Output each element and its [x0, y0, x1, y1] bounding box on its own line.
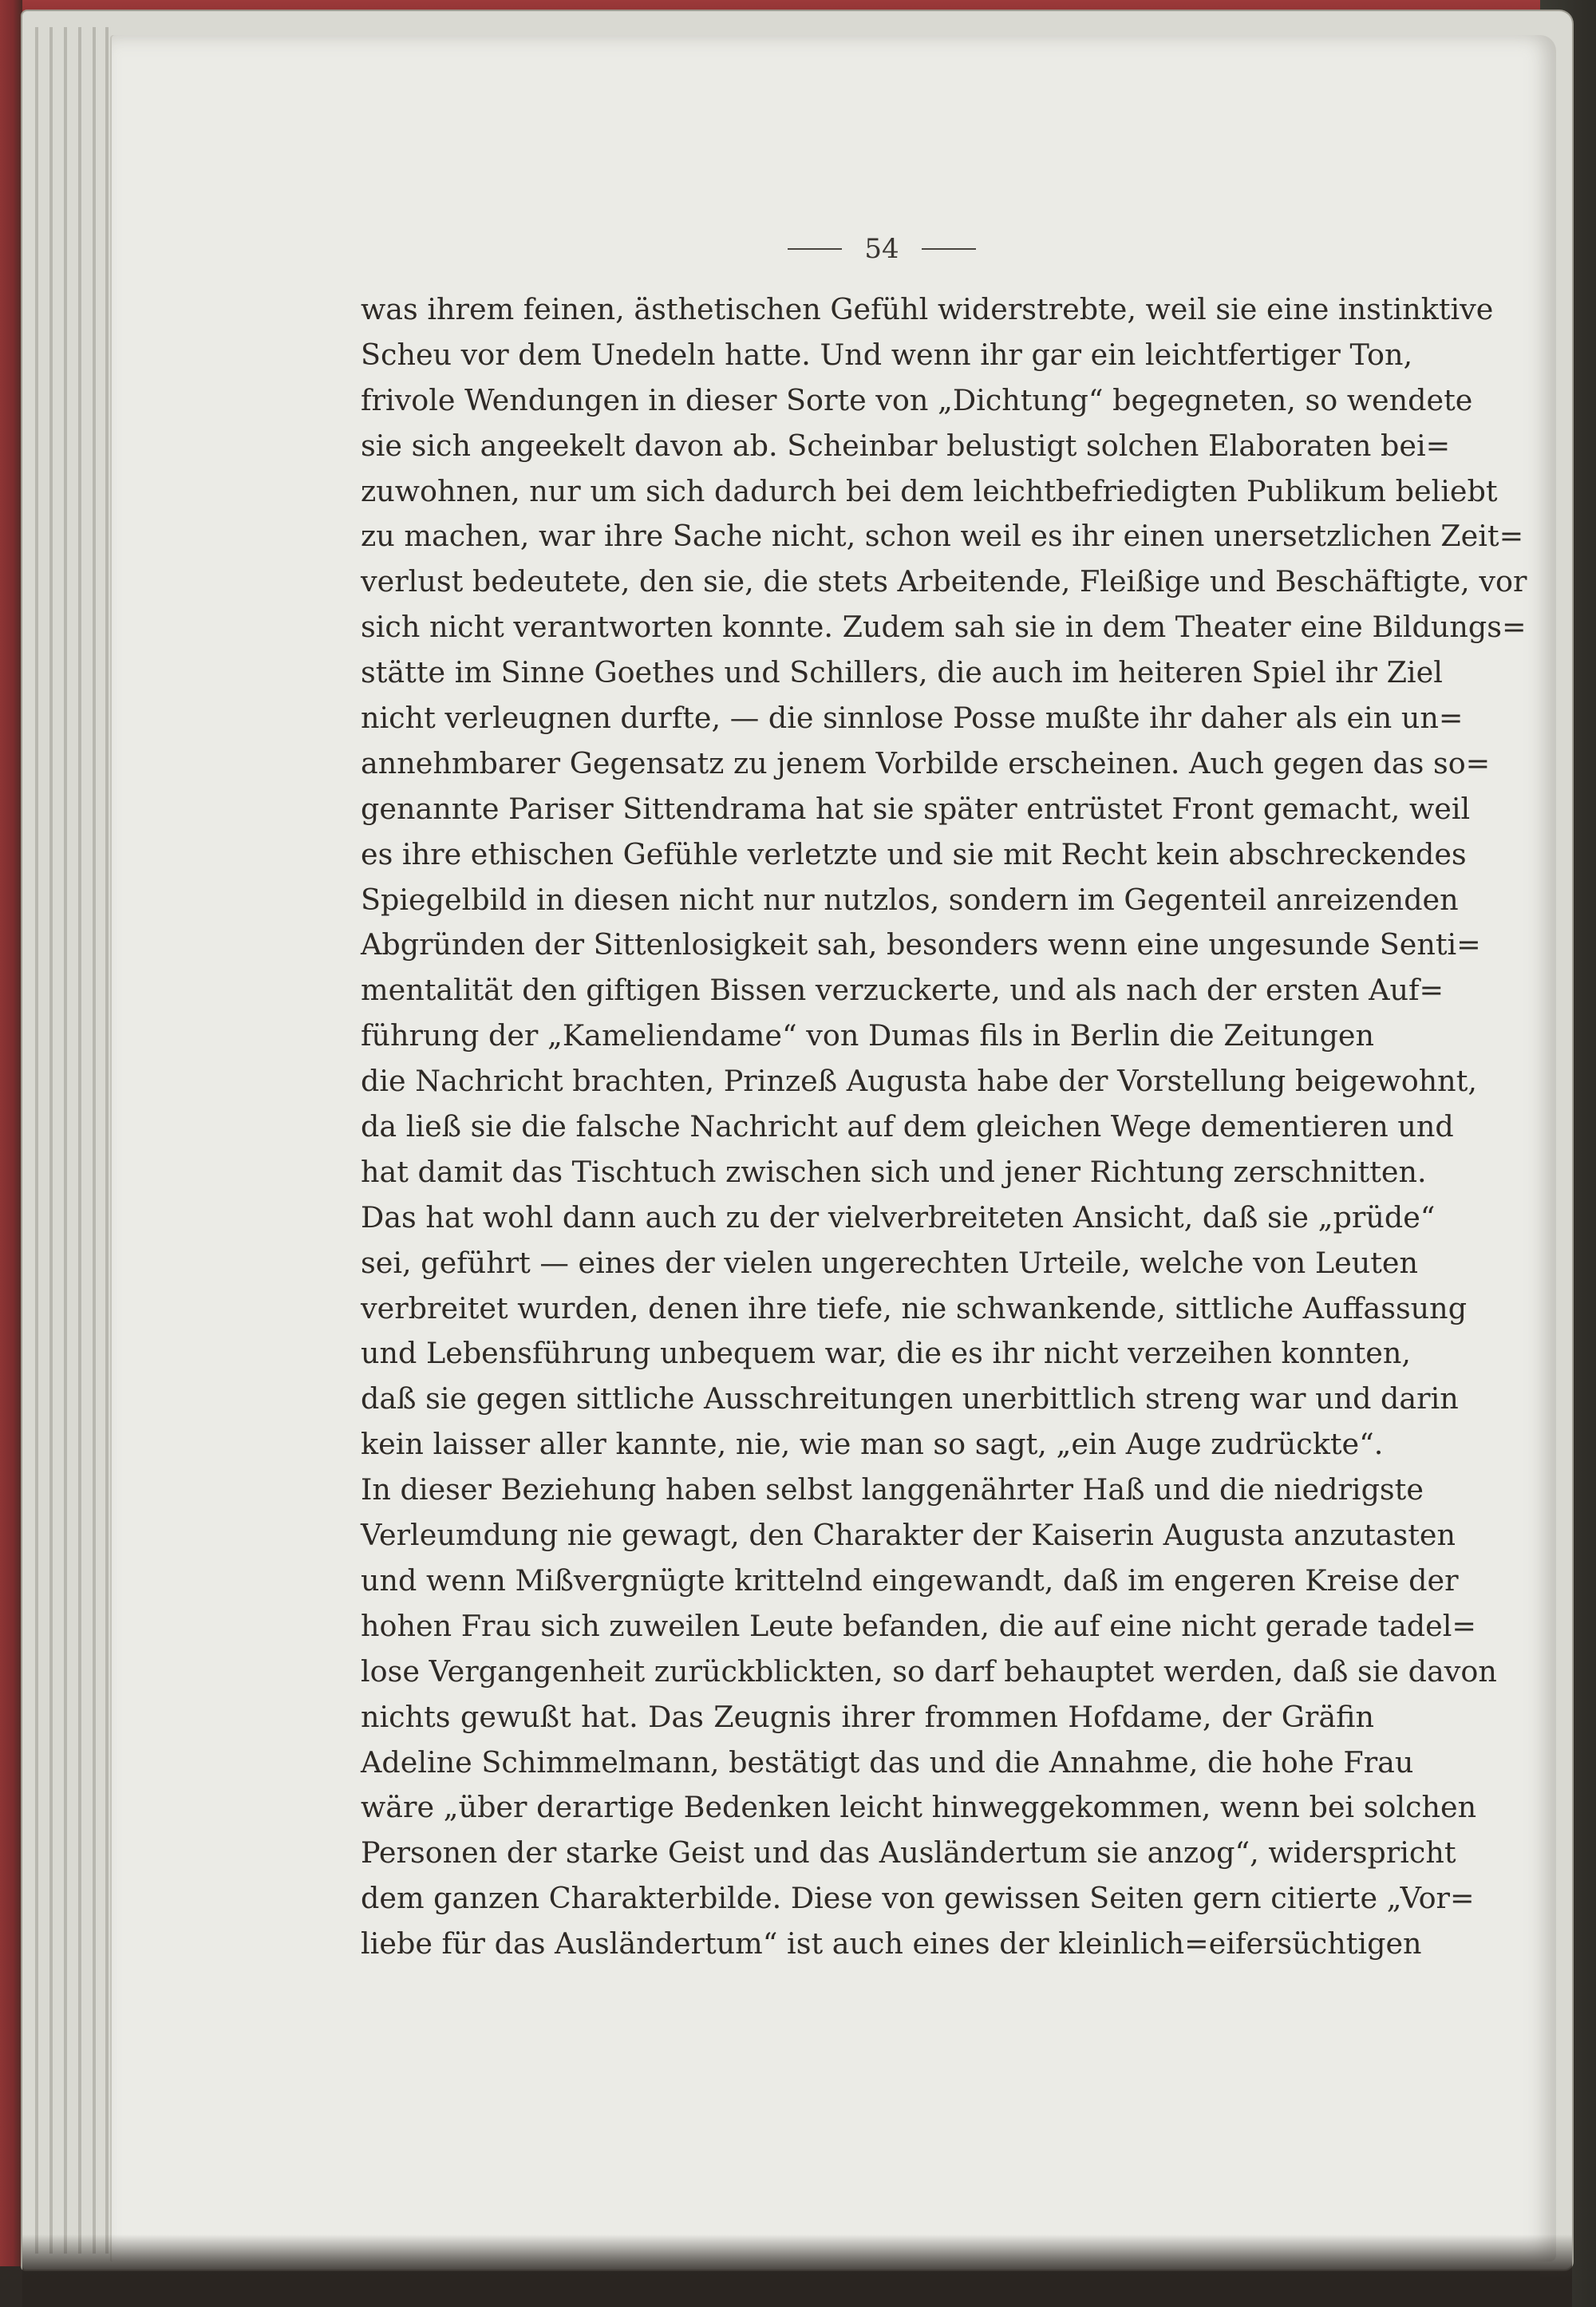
header-rule-right [922, 248, 976, 250]
text-line: sich nicht verantworten konnte. Zudem sah sie in dem Theater eine Bildungs= [361, 610, 1527, 645]
text-line: genannte Pariser Sittendrama hat sie später entrüstet Front gemacht, weil [361, 791, 1471, 826]
text-line: und Lebensführung unbequem war, die es ihr nicht verzeihen konnten, [361, 1336, 1411, 1371]
text-line: verbreitet wurden, denen ihre tiefe, nie schwankende, sittliche Auffassung [361, 1290, 1468, 1325]
text-line: die Nachricht brachten, Prinzeß Augusta habe der Vorstellung beigewohnt, [361, 1064, 1477, 1099]
text-line: nicht verleugnen durfte, — die sinnlose Posse mußte ihr daher als ein un= [361, 701, 1464, 736]
text-line: frivole Wendungen in dieser Sorte von „Dichtung“ begegneten, so wendete [361, 382, 1473, 417]
text-line: annehmbarer Gegensatz zu jenem Vorbilde erscheinen. Auch gegen das so= [361, 745, 1491, 780]
text-line: liebe für das Ausländertum“ ist auch eines der kleinlich=eifersüchtigen [361, 1926, 1422, 1961]
page-edge [105, 27, 109, 2254]
body-text [361, 287, 1527, 1967]
text-line: Scheu vor dem Unedeln hatte. Und wenn ihr gar ein leichtfertiger Ton, [361, 337, 1413, 372]
text-line: daß sie gegen sittliche Ausschreitungen unerbittlich streng war und darin [361, 1381, 1459, 1416]
page-edge [49, 27, 53, 2254]
text-line: stätte im Sinne Goethes und Schillers, die auch im heiteren Spiel ihr Ziel [361, 655, 1443, 690]
text-line: zuwohnen, nur um sich dadurch bei dem leichtbefriedigten Publikum beliebt [361, 473, 1498, 508]
text-line: Spiegelbild in diesen nicht nur nutzlos, sondern im Gegenteil anreizenden [361, 882, 1459, 917]
text-line: zu machen, war ihre Sache nicht, schon weil es ihr einen unersetzlichen Zeit= [361, 519, 1524, 554]
page-edge [35, 27, 38, 2254]
text-line: wäre „über derartige Bedenken leicht hinweggekommen, wenn bei solchen [361, 1790, 1477, 1825]
page-header [782, 233, 982, 265]
text-line: Das hat wohl dann auch zu der vielverbreiteten Ansicht, daß sie „prüde“ [361, 1199, 1436, 1234]
text-line: Verleumdung nie gewagt, den Charakter der Kaiserin Augusta anzutasten [361, 1518, 1456, 1553]
book-cover-left [0, 0, 22, 2266]
page-edge [64, 27, 67, 2254]
text-line: lose Vergangenheit zurückblickten, so darf behauptet werden, daß sie davon [361, 1653, 1497, 1689]
text-line: Adeline Schimmelmann, bestätigt das und die Annahme, die hohe Frau [361, 1744, 1414, 1780]
text-line: was ihrem feinen, ästhetischen Gefühl widerstrebte, weil sie eine instinktive [361, 292, 1494, 326]
text-line: Abgründen der Sittenlosigkeit sah, besonders wenn eine ungesunde Senti= [361, 927, 1481, 962]
text-line: sie sich angeekelt davon ab. Scheinbar belustigt solchen Elaboraten bei= [361, 428, 1451, 463]
text-line: verlust bedeutete, den sie, die stets Arbeitende, Fleißige und Beschäftigte, vor [361, 564, 1527, 599]
page-number: 54 [864, 233, 899, 265]
text-line: da ließ sie die falsche Nachricht auf dem gleichen Wege dementieren und [361, 1109, 1454, 1144]
text-line: dem ganzen Charakterbilde. Diese von gewissen Seiten gern citierte „Vor= [361, 1881, 1475, 1916]
text-line: und wenn Mißvergnügte krittelnd eingewandt, daß im engeren Kreise der [361, 1562, 1459, 1598]
text-line: es ihre ethischen Gefühle verletzte und sie mit Recht kein abschreckendes [361, 836, 1467, 871]
text-line: nichts gewußt hat. Das Zeugnis ihrer frommen Hofdame, der Gräfin [361, 1699, 1374, 1734]
text-line: sei, geführt — eines der vielen ungerechten Urteile, welche von Leuten [361, 1245, 1419, 1280]
text-line: mentalität den giftigen Bissen verzuckerte, und als nach der ersten Auf= [361, 973, 1444, 1008]
text-line: Personen der starke Geist und das Ausländertum sie anzog“, widerspricht [361, 1835, 1456, 1870]
page-edge [78, 27, 81, 2254]
header-rule-left [788, 248, 842, 250]
page-edge [93, 27, 96, 2254]
text-line: führung der „Kameliendame“ von Dumas fils in Berlin die Zeitungen [361, 1018, 1374, 1053]
text-line: hohen Frau sich zuweilen Leute befanden, die auf eine nicht gerade tadel= [361, 1608, 1476, 1643]
text-line: In dieser Beziehung haben selbst langgenährter Haß und die niedrigste [361, 1472, 1424, 1507]
text-line: kein laisser aller kannte, nie, wie man so sagt, „ein Auge zudrückte“. [361, 1427, 1384, 1462]
bottom-shadow [22, 2234, 1572, 2307]
text-line: hat damit das Tischtuch zwischen sich und jener Richtung zerschnitten. [361, 1154, 1427, 1189]
